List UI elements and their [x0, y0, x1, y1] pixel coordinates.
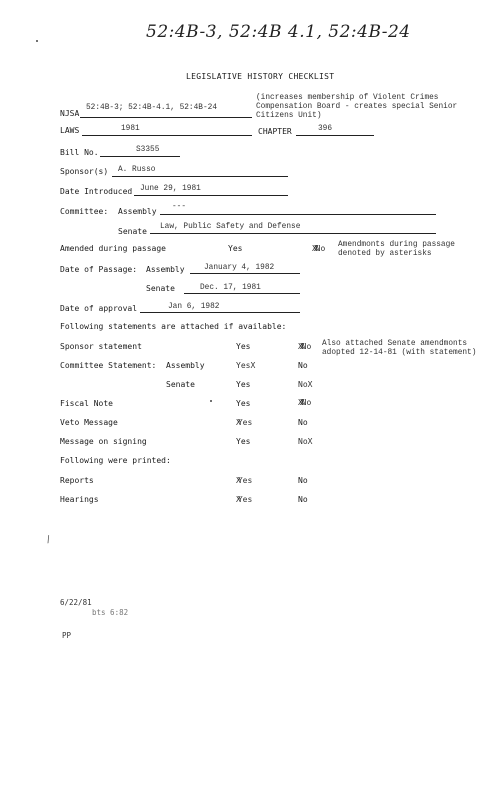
- passage-assembly-underline: [190, 273, 300, 274]
- laws-label: LAWS: [60, 126, 80, 135]
- amended-note: Amendmonts during passage denoted by asterisks: [338, 241, 455, 258]
- footer-initials: bts 6:82: [92, 608, 129, 617]
- sponsor-statement-yes: Yes: [236, 342, 251, 351]
- veto-message-no: No: [298, 418, 308, 427]
- speck: [210, 400, 212, 402]
- chapter-label: CHAPTER: [258, 127, 292, 136]
- committee-statement-assembly-label: Assembly: [166, 361, 205, 370]
- veto-message-label: Veto Message: [60, 418, 118, 427]
- committee-statement-assembly-yes-struck: YesX: [236, 361, 253, 370]
- njsa-value: 52:4B-3; 52:4B-4.1, 52:4B-24: [86, 104, 218, 112]
- statements-heading: Following statements are attached if available:: [60, 322, 287, 331]
- chapter-underline: [296, 135, 374, 136]
- hearings-yes-struck: XYes: [236, 495, 253, 504]
- chapter-value: 396: [318, 125, 333, 133]
- committee-assembly-value: ---: [172, 203, 187, 211]
- committee-assembly-underline: [160, 214, 436, 215]
- amended-yes: Yes: [228, 244, 243, 253]
- date-introduced-label: Date Introduced: [60, 187, 133, 196]
- veto-message-yes-struck: XYes: [236, 418, 253, 427]
- passage-senate-value: Dec. 17, 1981: [200, 284, 261, 292]
- date-of-approval-underline: [140, 312, 300, 313]
- bill-label: Bill No.: [60, 148, 99, 157]
- committee-assembly-label: Assembly: [118, 207, 157, 216]
- sponsor-statement-note: Also attached Senate amendmonts adopted 12-14-81 (with statement): [322, 340, 477, 357]
- njsa-description: (increases membership of Violent Crimes Compensation Board - creates special Senior Citizens Unit): [256, 94, 458, 120]
- fiscal-note-label: Fiscal Note: [60, 399, 113, 408]
- njsa-label: NJSA: [60, 109, 80, 118]
- date-of-passage-label: Date of Passage:: [60, 265, 138, 274]
- passage-senate-label: Senate: [146, 284, 175, 293]
- reports-label: Reports: [60, 476, 94, 485]
- handwritten-statute-header: 52:4B-3, 52:4B 4.1, 52:4B-24: [146, 22, 411, 42]
- sponsor-underline: [112, 176, 288, 177]
- message-on-signing-label: Message on signing: [60, 437, 147, 446]
- committee-senate-underline: [150, 233, 436, 234]
- printed-heading: Following were printed:: [60, 456, 171, 465]
- fiscal-note-yes: Yes: [236, 399, 251, 408]
- sponsor-label: Sponsor(s): [60, 167, 109, 176]
- date-of-approval-label: Date of approval: [60, 304, 138, 313]
- message-on-signing-no-struck: NoX: [298, 437, 310, 446]
- sponsor-statement-no-struck: XXNo: [298, 342, 312, 351]
- fiscal-note-no-struck: XXNo: [298, 398, 312, 407]
- hearings-label: Hearings: [60, 495, 99, 504]
- njsa-underline: [80, 117, 252, 118]
- committee-senate-label: Senate: [118, 227, 147, 236]
- passage-assembly-value: January 4, 1982: [204, 264, 275, 272]
- message-on-signing-yes: Yes: [236, 437, 251, 446]
- speck: [36, 40, 38, 42]
- hearings-no: No: [298, 495, 308, 504]
- sponsor-value: A. Russo: [118, 166, 156, 174]
- footer-date: 6/22/81: [60, 598, 92, 607]
- date-introduced-value: June 29, 1981: [140, 185, 201, 193]
- page-title: LEGISLATIVE HISTORY CHECKLIST: [186, 72, 335, 81]
- passage-assembly-label: Assembly: [146, 265, 185, 274]
- amended-no-struck: XXNo: [312, 244, 326, 253]
- bill-underline: [100, 156, 180, 157]
- date-of-approval-value: Jan 6, 1982: [168, 303, 220, 311]
- bill-value: S3355: [136, 146, 160, 154]
- sponsor-statement-label: Sponsor statement: [60, 342, 142, 351]
- committee-statement-senate-label: Senate: [166, 380, 195, 389]
- committee-statement-senate-no-struck: NoX: [298, 380, 310, 389]
- laws-underline: [82, 135, 252, 136]
- amended-label: Amended during passage: [60, 244, 166, 253]
- reports-yes-struck: XYes: [236, 476, 253, 485]
- footer-pp: PP: [62, 631, 72, 640]
- laws-value: 1981: [121, 125, 140, 133]
- committee-label: Committee:: [60, 207, 109, 216]
- scan-mark: /: [44, 534, 53, 546]
- date-introduced-underline: [134, 195, 288, 196]
- committee-statement-label: Committee Statement:: [60, 361, 157, 370]
- reports-no: No: [298, 476, 308, 485]
- committee-senate-value: Law, Public Safety and Defense: [160, 223, 301, 231]
- committee-statement-senate-yes: Yes: [236, 380, 251, 389]
- committee-statement-assembly-no: No: [298, 361, 308, 370]
- passage-senate-underline: [184, 293, 300, 294]
